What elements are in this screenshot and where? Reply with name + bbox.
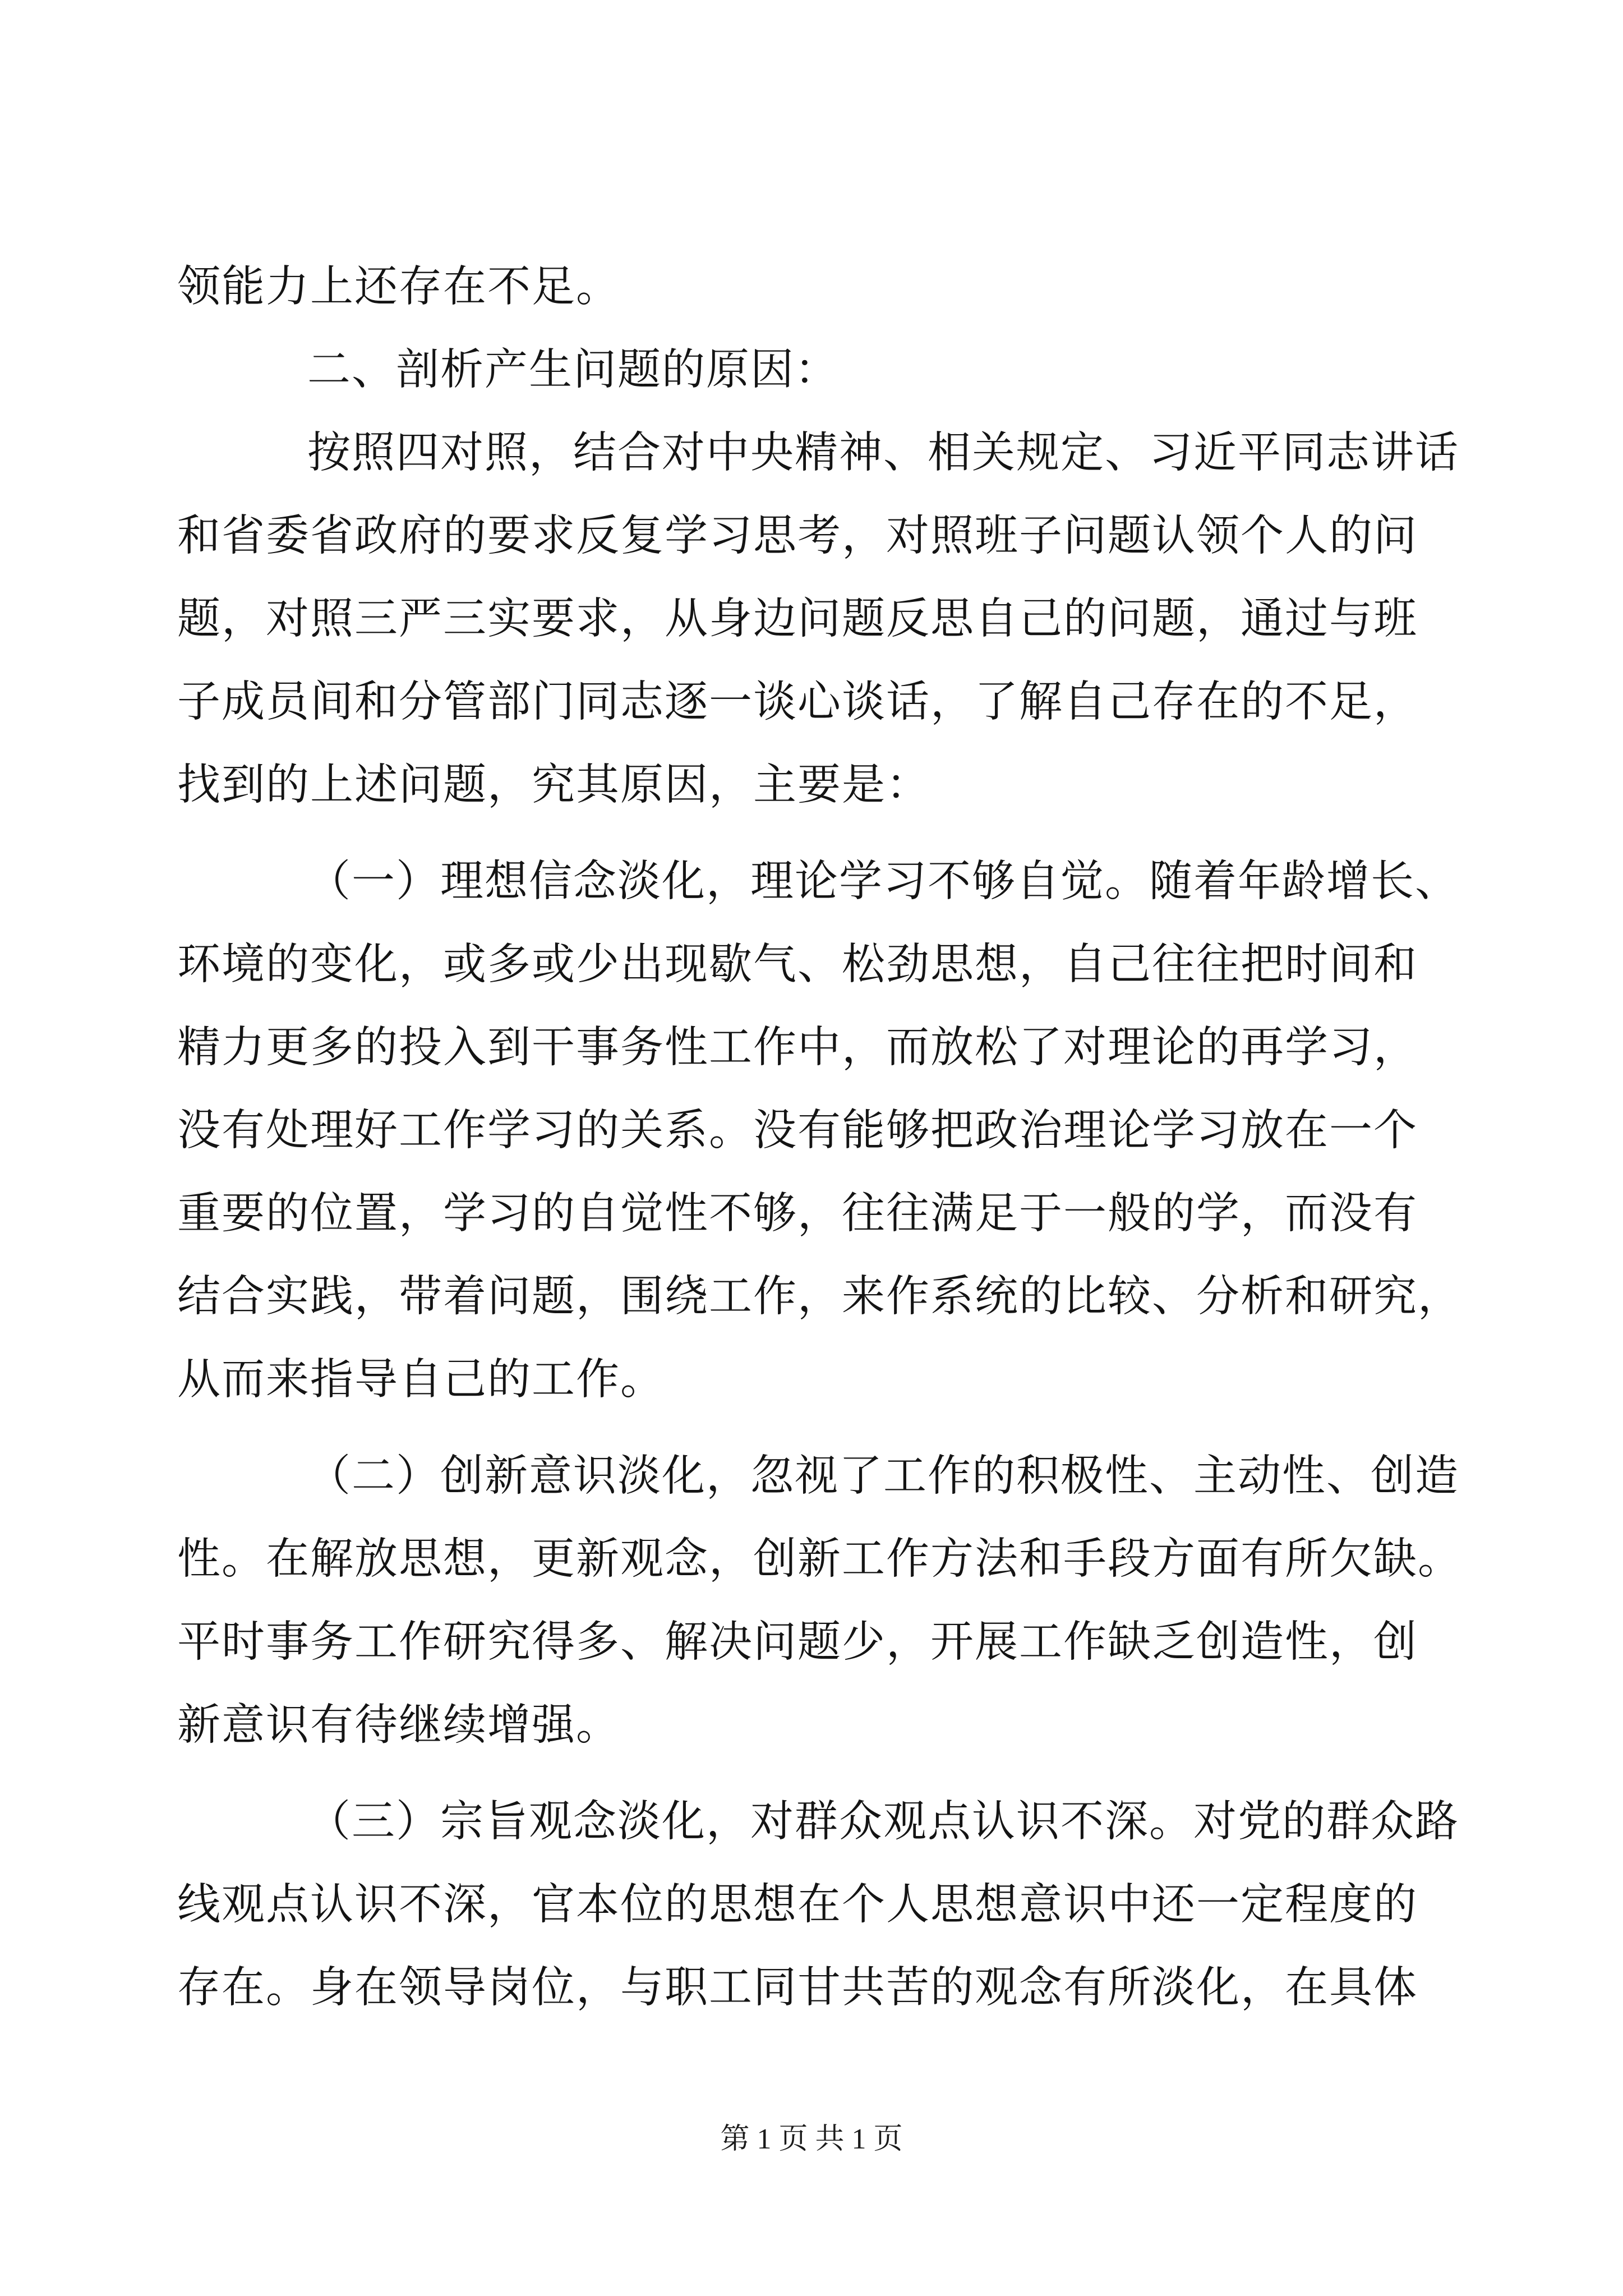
- section-heading: 二、剖析产生问题的原因：: [307, 345, 839, 395]
- paragraph-line: 性。在解放思想，更新观念，创新工作方法和手段方面有所欠缺。: [177, 1534, 1462, 1584]
- subsection-line: （二）创新意识淡化，忽视了工作的积极性、主动性、创造: [307, 1451, 1459, 1501]
- text-line: 领能力上还存在不足。: [177, 262, 620, 312]
- paragraph-line: 按照四对照，结合对中央精神、相关规定、习近平同志讲话: [307, 428, 1459, 478]
- page-number-footer: 第 1 页 共 1 页: [720, 2123, 903, 2155]
- paragraph-line: 子成员间和分管部门同志逐一谈心谈话，了解自己存在的不足，: [177, 677, 1418, 727]
- paragraph-line: 和省委省政府的要求反复学习思考，对照班子问题认领个人的问: [177, 511, 1418, 561]
- paragraph-line: 平时事务工作研究得多、解决问题少，开展工作缺乏创造性，创: [177, 1617, 1418, 1667]
- paragraph-line: 找到的上述问题，究其原因，主要是：: [177, 760, 930, 810]
- paragraph-line: 重要的位置，学习的自觉性不够，往往满足于一般的学，而没有: [177, 1189, 1418, 1239]
- subsection-line: （一）理想信念淡化，理论学习不够自觉。随着年龄增长、: [307, 857, 1459, 907]
- paragraph-line: 新意识有待继续增强。: [177, 1700, 620, 1750]
- paragraph-line: 精力更多的投入到干事务性工作中，而放松了对理论的再学习，: [177, 1023, 1418, 1073]
- paragraph-line: 没有处理好工作学习的关系。没有能够把政治理论学习放在一个: [177, 1106, 1418, 1156]
- document-body: [177, 246, 1462, 2030]
- paragraph-line: 存在。身在领导岗位，与职工同甘共苦的观念有所淡化，在具体: [177, 1963, 1418, 2013]
- paragraph-line: 结合实践，带着问题，围绕工作，来作系统的比较、分析和研究，: [177, 1272, 1462, 1322]
- paragraph-line: 环境的变化，或多或少出现歇气、松劲思想，自己往往把时间和: [177, 940, 1418, 990]
- paragraph-line: 从而来指导自己的工作。: [177, 1355, 665, 1405]
- subsection-line: （三）宗旨观念淡化，对群众观点认识不深。对党的群众路: [307, 1797, 1459, 1847]
- paragraph-line: 题，对照三严三实要求，从身边问题反思自己的问题，通过与班: [177, 594, 1418, 644]
- paragraph-line: 线观点认识不深，官本位的思想在个人思想意识中还一定程度的: [177, 1880, 1418, 1930]
